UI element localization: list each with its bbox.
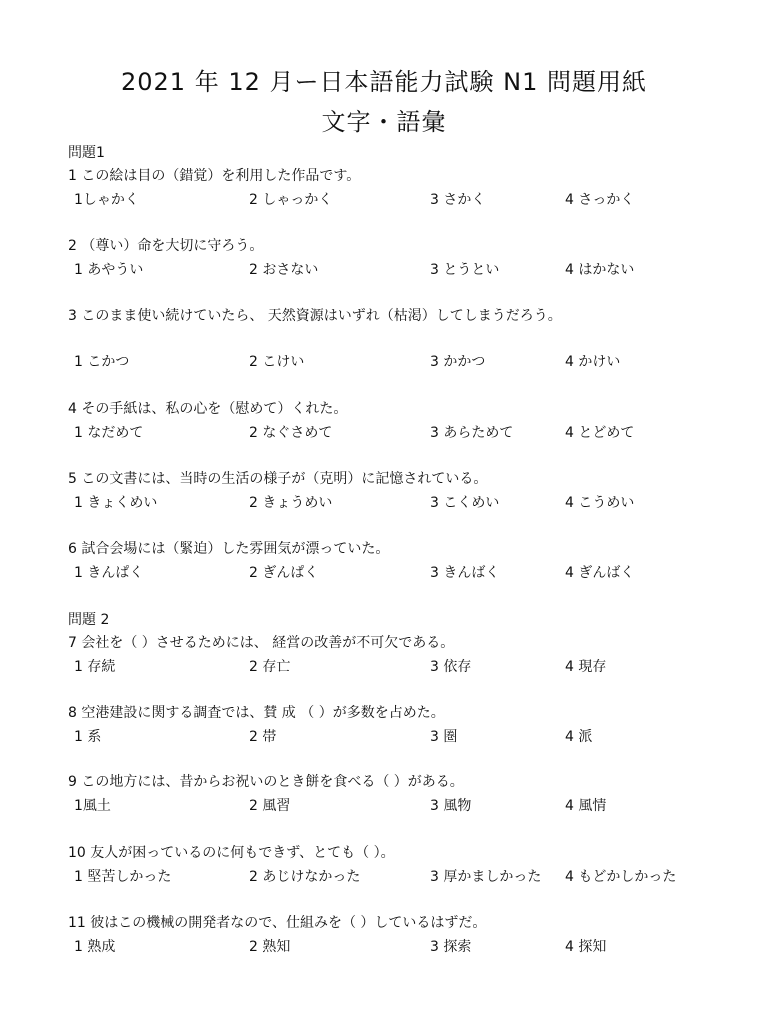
option-4: 4 こうめい bbox=[565, 495, 635, 511]
option-2: 2 熟知 bbox=[249, 939, 291, 955]
question-text: 5 この文書には、当時の生活の様子が（克明）に記憶されている。 bbox=[68, 471, 488, 487]
option-2: 2 なぐさめて bbox=[249, 425, 333, 441]
answer-options bbox=[0, 494, 768, 512]
answer-options bbox=[0, 564, 768, 582]
option-4: 4 とどめて bbox=[565, 425, 635, 441]
section-heading: 問題 2 bbox=[68, 612, 110, 628]
question-text: 1 この絵は目の（錯覚）を利用した作品です。 bbox=[68, 168, 361, 184]
option-3: 3 かかつ bbox=[430, 354, 486, 370]
option-1: 1 熟成 bbox=[74, 939, 116, 955]
question-text: 8 空港建設に関する調査では、賛 成 （ ）が多数を占めた。 bbox=[68, 705, 445, 721]
option-3: 3 探索 bbox=[430, 939, 472, 955]
question-text: 6 試合会場には（緊迫）した雰囲気が漂っていた。 bbox=[68, 541, 390, 557]
option-3: 3 とうとい bbox=[430, 262, 500, 278]
answer-options bbox=[0, 658, 768, 676]
question-text: 7 会社を（ ）させるためには、 経営の改善が不可欠である。 bbox=[68, 635, 455, 651]
option-4: 4 もどかしかった bbox=[565, 869, 677, 885]
option-3: 3 圏 bbox=[430, 729, 458, 745]
option-3: 3 厚かましかった bbox=[430, 869, 542, 885]
option-1: 1 堅苦しかった bbox=[74, 869, 172, 885]
answer-options bbox=[0, 261, 768, 279]
option-4: 4 かけい bbox=[565, 354, 621, 370]
option-1: 1 なだめて bbox=[74, 425, 144, 441]
answer-options bbox=[0, 868, 768, 886]
question-text: 10 友人が困っているのに何もできず、とても（ ）。 bbox=[68, 845, 395, 861]
option-2: 2 風習 bbox=[249, 798, 291, 814]
answer-options bbox=[0, 424, 768, 442]
question-text: 2 （尊い）命を大切に守ろう。 bbox=[68, 238, 264, 254]
option-1: 1 こかつ bbox=[74, 354, 130, 370]
option-3: 3 さかく bbox=[430, 192, 486, 208]
option-4: 4 さっかく bbox=[565, 192, 635, 208]
option-1: 1 きょくめい bbox=[74, 495, 158, 511]
option-2: 2 しゃっかく bbox=[249, 192, 333, 208]
option-1: 1 存続 bbox=[74, 659, 116, 675]
option-1: 1 きんぱく bbox=[74, 565, 144, 581]
option-4: 4 探知 bbox=[565, 939, 607, 955]
option-1: 1 あやうい bbox=[74, 262, 144, 278]
option-3: 3 こくめい bbox=[430, 495, 500, 511]
answer-options bbox=[0, 797, 768, 815]
exam-subtitle: 文字・語彙 bbox=[321, 108, 447, 136]
section-heading: 問題1 bbox=[68, 145, 105, 161]
option-4: 4 風情 bbox=[565, 798, 607, 814]
option-2: 2 帯 bbox=[249, 729, 277, 745]
option-3: 3 風物 bbox=[430, 798, 472, 814]
answer-options bbox=[0, 353, 768, 371]
question-text: 3 このまま使い続けていたら、 天然資源はいずれ（枯渇）してしまうだろう。 bbox=[68, 308, 562, 324]
option-3: 3 依存 bbox=[430, 659, 472, 675]
option-2: 2 おさない bbox=[249, 262, 319, 278]
exam-title: 2021 年 12 月ー日本語能力試験 N1 問題用紙 bbox=[121, 68, 647, 96]
option-4: 4 現存 bbox=[565, 659, 607, 675]
answer-options bbox=[0, 191, 768, 209]
option-4: 4 はかない bbox=[565, 262, 635, 278]
option-1: 1しゃかく bbox=[74, 192, 139, 208]
option-1: 1風土 bbox=[74, 798, 111, 814]
option-2: 2 ぎんぱく bbox=[249, 565, 319, 581]
option-3: 3 あらためて bbox=[430, 425, 514, 441]
question-text: 11 彼はこの機械の開発者なので、仕組みを（ ）しているはずだ。 bbox=[68, 915, 487, 931]
option-4: 4 ぎんばく bbox=[565, 565, 635, 581]
option-2: 2 こけい bbox=[249, 354, 305, 370]
option-2: 2 きょうめい bbox=[249, 495, 333, 511]
question-text: 9 この地方には、昔からお祝いのとき餅を食べる（ ）がある。 bbox=[68, 774, 464, 790]
answer-options bbox=[0, 728, 768, 746]
option-2: 2 存亡 bbox=[249, 659, 291, 675]
option-1: 1 系 bbox=[74, 729, 102, 745]
option-4: 4 派 bbox=[565, 729, 593, 745]
question-text: 4 その手紙は、私の心を（慰めて）くれた。 bbox=[68, 401, 348, 417]
answer-options bbox=[0, 938, 768, 956]
option-3: 3 きんばく bbox=[430, 565, 500, 581]
option-2: 2 あじけなかった bbox=[249, 869, 361, 885]
